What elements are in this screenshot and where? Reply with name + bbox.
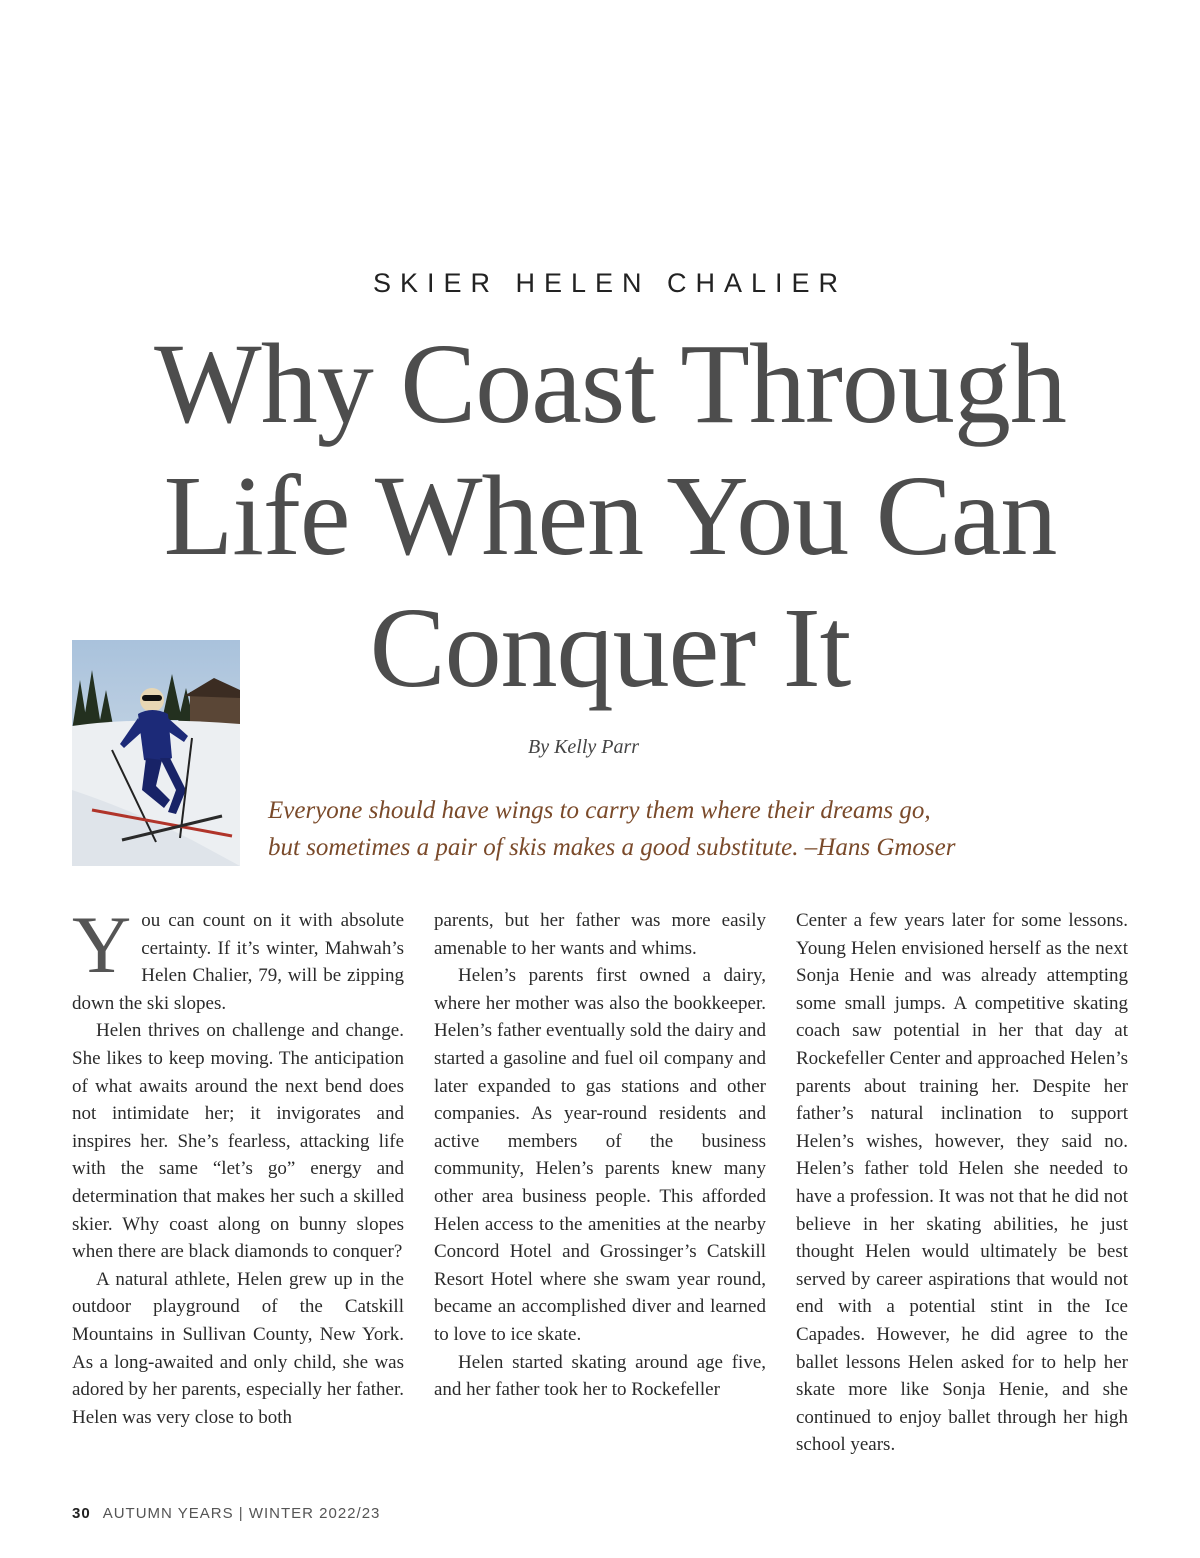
headline-line-2: Life When You Can — [163, 452, 1057, 579]
paragraph: parents, but her father was more easily amenable to her wants and whims. — [434, 910, 766, 959]
article-column-1 — [72, 899, 404, 1431]
paragraph: A natural athlete, Helen grew up in the outdoor playground of the Catskill Mountains in Sullivan County, New York. As a long-awaited and only child, she was adored by her parents, especially her father. Helen was very close to both — [72, 1268, 404, 1428]
page-number: 30 — [72, 1505, 91, 1522]
paragraph: Helen’s parents first owned a dairy, where her mother was also the bookkeeper. Helen’s father eventually sold the dairy and started a gasoline and fuel oil company and later expanded to gas stations and other companies. As year-round residents and active members of the business community, Helen’s parents knew many other area business people. This afforded Helen access to the amenities at the nearby Concord Hotel and Grossinger’s Catskill Resort Hotel where she swam year round, became an accomplished diver and learned to love to ice skate. — [434, 965, 766, 1345]
pull-quote-line-2: but sometimes a pair of skis makes a good substitute. –Hans Gmoser — [268, 834, 956, 861]
article-column-2 — [434, 907, 766, 1404]
paragraph: Helen thrives on challenge and change. She likes to keep moving. The anticipation of what awaits around the next bend does not intimidate her; it invigorates and inspires her. She’s fearless, attacking life with the same “let’s go” energy and determination that makes her such a skilled skier. Why coast along on bunny slopes when there are black diamonds to conquer? — [72, 1020, 404, 1263]
pull-quote — [268, 792, 1168, 866]
kicker: SKIER HELEN CHALIER — [372, 268, 848, 298]
paragraph-text: ou can count on it with absolute certainty. If it’s winter, Mahwah’s Helen Chalier, 79, will be zipping down the ski slopes. — [72, 910, 404, 1014]
headline-line-1: Why Coast Through — [154, 320, 1066, 447]
skier-photo — [72, 640, 240, 866]
paragraph: Helen started skating around age five, and her father took her to Rockefeller — [434, 1351, 766, 1401]
paragraph: Center a few years later for some lessons. Young Helen envisioned herself as the next Sonja Henie and was already attempting some small jumps. A competitive skating coach saw potential in her that day at Rockefeller Center and approached Helen’s parents about training her. Despite her father’s natural inclination to support Helen’s wishes, however, they said no. Helen’s father told Helen she needed to have a profession. It was not that he did not believe in her skating abilities, he just thought Helen would ultimately be best served by career aspirations that would not end with a potential stint in the Ice Capades. However, he did agree to the ballet lessons Helen asked for to help her skate more like Sonja Henie, and she continued to enjoy ballet through her high school years. — [796, 910, 1128, 1456]
publication-info: AUTUMN YEARS | WINTER 2022/23 — [102, 1505, 381, 1522]
paragraph — [72, 899, 404, 1017]
article-column-3 — [796, 907, 1128, 1459]
headline-line-3: Conquer It — [369, 584, 851, 711]
byline: By Kelly Parr — [528, 736, 640, 758]
pull-quote-line-1: Everyone should have wings to carry them where their dreams go, — [268, 797, 931, 824]
drop-cap: Y — [72, 899, 132, 990]
page-footer — [72, 1505, 380, 1522]
